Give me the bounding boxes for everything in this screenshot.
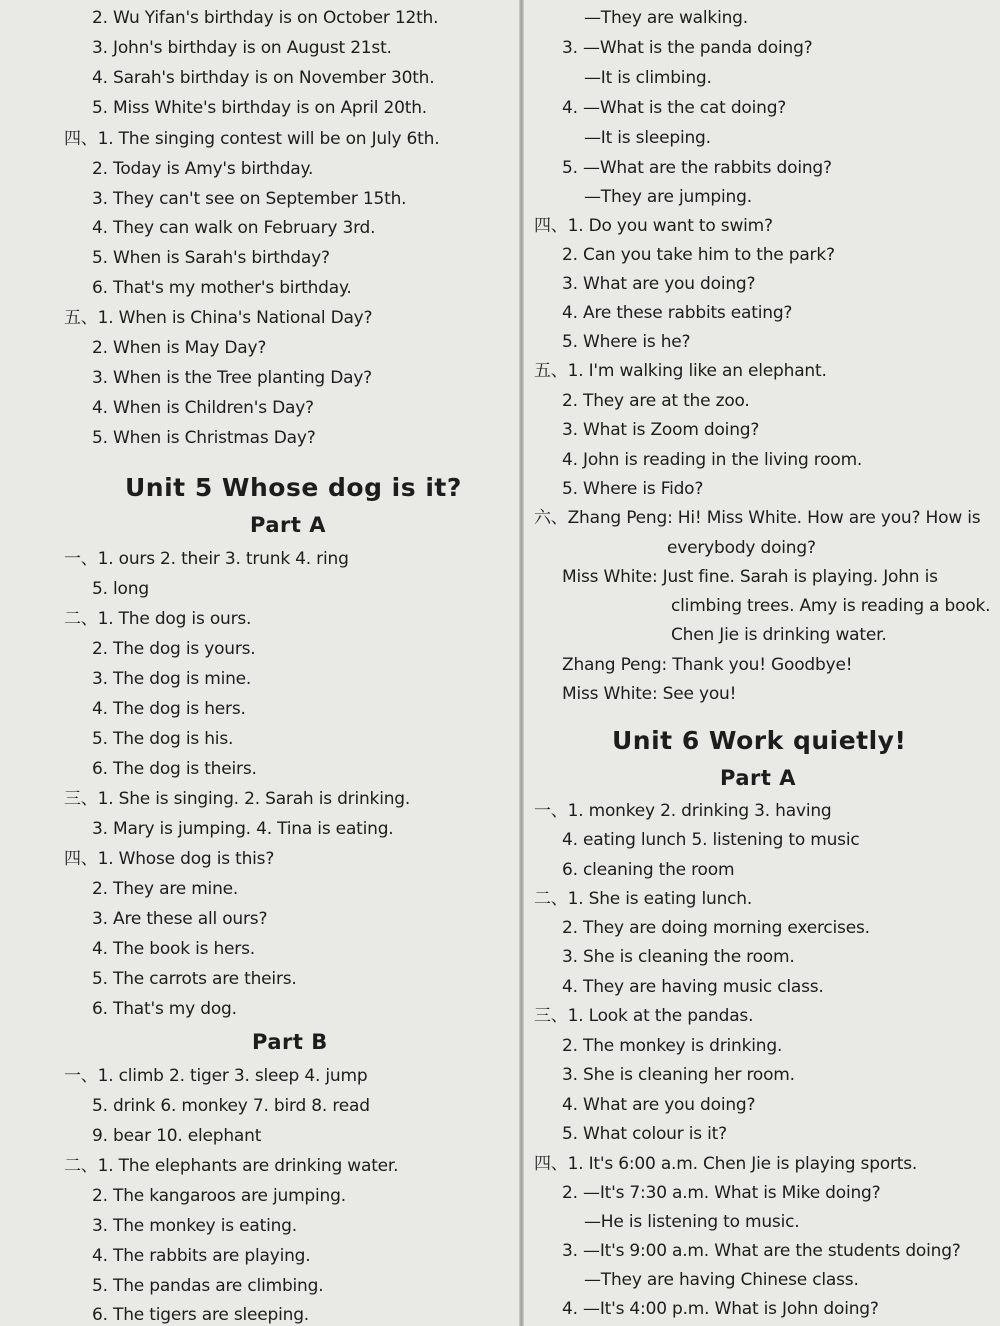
answer-line: 4. Are these rabbits eating? bbox=[562, 303, 793, 323]
answer-line: 4. eating lunch 5. listening to music bbox=[562, 830, 860, 850]
answer-line: —It is climbing. bbox=[584, 68, 712, 88]
answer-line: 3. Are these all ours? bbox=[92, 909, 268, 929]
answer-line: 3. She is cleaning her room. bbox=[562, 1065, 795, 1085]
part-title: Part A bbox=[250, 513, 326, 537]
answer-line: —They are jumping. bbox=[584, 187, 752, 207]
answer-line: 2. The monkey is drinking. bbox=[562, 1036, 783, 1056]
answer-line: 2. Today is Amy's birthday. bbox=[92, 159, 314, 179]
section-heading-line: 一、1. climb 2. tiger 3. sleep 4. jump bbox=[64, 1066, 368, 1086]
answer-line: 3. When is the Tree planting Day? bbox=[92, 368, 373, 388]
answer-line: 4. —What is the cat doing? bbox=[562, 98, 787, 118]
answer-line: 6. The dog is theirs. bbox=[92, 759, 257, 779]
answer-line: 2. They are doing morning exercises. bbox=[562, 918, 870, 938]
answer-line: 5. The carrots are theirs. bbox=[92, 969, 297, 989]
answer-line: 5. Miss White's birthday is on April 20th. bbox=[92, 98, 428, 118]
answer-line: 4. They can walk on February 3rd. bbox=[92, 218, 376, 238]
answer-line: 3. The monkey is eating. bbox=[92, 1216, 297, 1236]
answer-line: 5. drink 6. monkey 7. bird 8. read bbox=[92, 1096, 370, 1116]
dialogue-line: climbing trees. Amy is reading a book. bbox=[671, 596, 991, 616]
answer-line: 3. —What is the panda doing? bbox=[562, 38, 813, 58]
answer-line: 4. They are having music class. bbox=[562, 977, 824, 997]
answer-line: 5. Where is Fido? bbox=[562, 479, 704, 499]
part-title: Part A bbox=[720, 766, 796, 790]
unit-title: Unit 6 Work quietly! bbox=[612, 726, 907, 755]
answer-line: 4. John is reading in the living room. bbox=[562, 450, 863, 470]
dialogue-line: Chen Jie is drinking water. bbox=[671, 625, 887, 645]
section-heading-line: 四、1. It's 6:00 a.m. Chen Jie is playing sports. bbox=[534, 1154, 918, 1174]
answer-line: 3. The dog is mine. bbox=[92, 669, 252, 689]
answer-line: 4. —It's 4:00 p.m. What is John doing? bbox=[562, 1299, 879, 1319]
dialogue-line: 六、Zhang Peng: Hi! Miss White. How are you? How is bbox=[534, 508, 981, 528]
dialogue-line: Miss White: Just fine. Sarah is playing. John is bbox=[562, 567, 938, 587]
section-heading-line: 三、1. She is singing. 2. Sarah is drinking. bbox=[64, 789, 411, 809]
answer-line: 6. That's my dog. bbox=[92, 999, 237, 1019]
answer-line: 3. She is cleaning the room. bbox=[562, 947, 795, 967]
section-heading-line: 四、1. Do you want to swim? bbox=[534, 216, 773, 236]
answer-line: 5. long bbox=[92, 579, 149, 599]
answer-line: 4. What are you doing? bbox=[562, 1095, 756, 1115]
answer-line: 2. The dog is yours. bbox=[92, 639, 256, 659]
section-heading-line: 一、1. monkey 2. drinking 3. having bbox=[534, 801, 832, 821]
section-heading-line: 四、1. Whose dog is this? bbox=[64, 849, 275, 869]
answer-line: 2. Wu Yifan's birthday is on October 12th. bbox=[92, 8, 439, 28]
answer-line: 6. That's my mother's birthday. bbox=[92, 278, 352, 298]
dialogue-line: Zhang Peng: Thank you! Goodbye! bbox=[562, 655, 853, 675]
answer-line: 5. When is Sarah's birthday? bbox=[92, 248, 330, 268]
section-heading-line: 一、1. ours 2. their 3. trunk 4. ring bbox=[64, 549, 349, 569]
answer-line: 5. Where is he? bbox=[562, 332, 691, 352]
answer-line: 3. They can't see on September 15th. bbox=[92, 189, 407, 209]
answer-line: 3. John's birthday is on August 21st. bbox=[92, 38, 392, 58]
unit-title: Unit 5 Whose dog is it? bbox=[125, 473, 462, 502]
answer-line: —He is listening to music. bbox=[584, 1212, 800, 1232]
answer-line: 4. The book is hers. bbox=[92, 939, 255, 959]
dialogue-line: everybody doing? bbox=[667, 538, 816, 558]
answer-line: —It is sleeping. bbox=[584, 128, 711, 148]
section-heading-line: 五、1. When is China's National Day? bbox=[64, 308, 373, 328]
answer-line: 5. When is Christmas Day? bbox=[92, 428, 316, 448]
answer-line: 4. When is Children's Day? bbox=[92, 398, 314, 418]
section-heading-line: 二、1. She is eating lunch. bbox=[534, 889, 753, 909]
answer-line: 5. —What are the rabbits doing? bbox=[562, 158, 832, 178]
dialogue-line: Miss White: See you! bbox=[562, 684, 737, 704]
section-heading-line: 五、1. I'm walking like an elephant. bbox=[534, 361, 827, 381]
answer-line: 2. They are at the zoo. bbox=[562, 391, 750, 411]
answer-line: 2. Can you take him to the park? bbox=[562, 245, 835, 265]
answer-line: 6. cleaning the room bbox=[562, 860, 735, 880]
section-heading-line: 二、1. The dog is ours. bbox=[64, 609, 252, 629]
section-heading-line: 三、1. Look at the pandas. bbox=[534, 1006, 754, 1026]
section-heading-line: 二、1. The elephants are drinking water. bbox=[64, 1156, 399, 1176]
answer-line: 3. What is Zoom doing? bbox=[562, 420, 760, 440]
answer-line: —They are having Chinese class. bbox=[584, 1270, 859, 1290]
answer-line: —They are walking. bbox=[584, 8, 748, 28]
answer-line: 6. The tigers are sleeping. bbox=[92, 1305, 310, 1325]
answer-line: 2. They are mine. bbox=[92, 879, 239, 899]
answer-line: 2. The kangaroos are jumping. bbox=[92, 1186, 346, 1206]
page-gutter bbox=[519, 0, 524, 1326]
answer-line: 4. The rabbits are playing. bbox=[92, 1246, 311, 1266]
answer-line: 4. The dog is hers. bbox=[92, 699, 246, 719]
answer-line: 2. —It's 7:30 a.m. What is Mike doing? bbox=[562, 1183, 881, 1203]
answer-line: 5. The pandas are climbing. bbox=[92, 1276, 324, 1296]
answer-line: 2. When is May Day? bbox=[92, 338, 267, 358]
part-title: Part B bbox=[252, 1030, 328, 1054]
answer-line: 5. The dog is his. bbox=[92, 729, 234, 749]
answer-line: 3. Mary is jumping. 4. Tina is eating. bbox=[92, 819, 394, 839]
answer-line: 4. Sarah's birthday is on November 30th. bbox=[92, 68, 435, 88]
section-heading-line: 四、1. The singing contest will be on July 6th. bbox=[64, 129, 440, 149]
answer-line: 5. What colour is it? bbox=[562, 1124, 727, 1144]
answer-line: 9. bear 10. elephant bbox=[92, 1126, 262, 1146]
answer-line: 3. —It's 9:00 a.m. What are the students doing? bbox=[562, 1241, 961, 1261]
answer-line: 3. What are you doing? bbox=[562, 274, 756, 294]
